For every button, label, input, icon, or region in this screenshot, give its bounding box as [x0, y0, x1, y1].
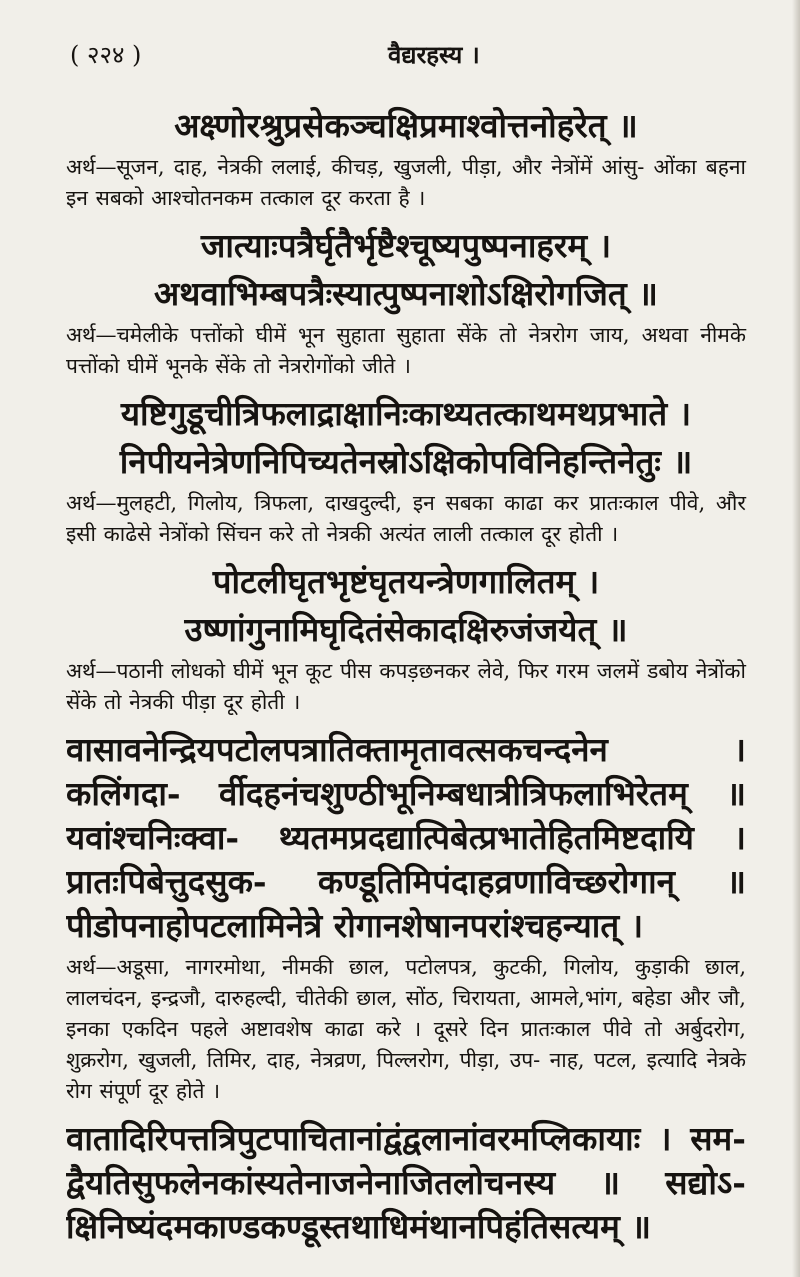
verse-line: उष्णांगुनामिघृदितंसेकादक्षिरुजंजयेत् ॥ [184, 610, 628, 649]
verse-block: वातादिरिपत्तत्रिपुटपाचितानांद्वंद्वलानांवरमप्लिकायाः । सम- द्वैयतिसुफलेनकांस्यतेनाजनेनाजितलोचनस्य ॥ सद्योऽ- क्षिनिष्यंदमकाण्डकण्डूस्तथाधिमंथानपिहंतिसत्यम् ॥ [66, 1119, 746, 1246]
verse-line: पोटलीघृतभृष्टंघृतयन्त्रेणगालितम् । [212, 562, 600, 601]
page-number: ( २२४ ) [70, 41, 142, 69]
meaning-paragraph: अर्थ—पठानी लोधको घीमें भून कूट पीस कपड़छनकर लेवे, फिर गरम जलमें डबोय नेत्रोंको सेंके तो नेत्रकी पीड़ा दूर होती । [66, 659, 746, 714]
verse-line: जात्याःपत्रैर्घृतैर्भृष्टैश्चूष्यपुष्पनाहरम् । [200, 226, 612, 265]
verse-block: वासावनेन्द्रियपटोलपत्रातिक्तामृतावत्सकचन्दनेन । कलिंगदा- र्वीदहनंचशुण्ठीभूनिम्बधात्रीत्रिफलाभिरेतम् ॥ यवांश्चनिःक्वा- थ्यतमप्रदद्यात्पिबेत्प्रभातेहितमिष्टदायि । प्रातःपिबेत्तुदसुक- कण्डूतिमिपंदाहव्रणाविच्छरोगान् ॥ पीडोपनाहोपटलामिनेत्रे रोगानशेषानपरांश्चहन्यात् । [66, 730, 746, 945]
meaning-paragraph: अर्थ—मुलहटी, गिलोय, त्रिफला, दाखदुल्दी, इन सबका काढा कर प्रातःकाल पीवे, और इसी काढेसे नेत्रोंको सिंचन करे तो नेत्रकी अत्यंत लाली तत्काल दूर होती । [66, 491, 746, 546]
verse-line: निपीयनेत्रेणनिपिच्यतेनस्रोऽक्षिकोपविनिहन्तिनेतुः ॥ [119, 442, 693, 481]
verse-line: अक्ष्णोरश्रुप्रसेकञ्चक्षिप्रमाश्वोत्तनोहरेत् ॥ [174, 106, 638, 145]
verse-line: अथवाभिम्बपत्रैःस्यात्पुष्पनाशोऽक्षिरोगजित् ॥ [154, 274, 658, 313]
meaning-paragraph: अर्थ—सूजन, दाह, नेत्रकी ललाई, कीचड़, खुजली, पीड़ा, और नेत्रोंमें आंसु- ओंका बहना इन सबको आश्चोतनकम तत्काल दूर करता है । [66, 155, 746, 210]
meaning-paragraph: अर्थ—अडूसा, नागरमोथा, नीमकी छाल, पटोलपत्र, कुटकी, गिलोय, कुड़ाकी छाल, लालचंदन, इन्द्रजौ, दारुहल्दी, चीतेकी छाल, सोंठ, चिरायता, आमले,भांग, बहेडा और जौ, इनका एकदिन पहले अष्टावशेष काढा करे । दूसरे दिन प्रातःकाल पीवे तो अर्बुदरोग, शुक्ररोग, खुजली, तिमिर, दाह, नेत्रव्रण, पिल्लरोग, पीड़ा, उप- नाह, पटल, इत्यादि नेत्रके रोग संपूर्ण दूर होते । [66, 955, 746, 1103]
page-edge-shadow [792, 0, 800, 1277]
meaning-paragraph: अर्थ—चमेलीके पत्तोंको घीमें भून सुहाता सुहाता सेंके तो नेत्ररोग जाय, अथवा नीमके पत्तोंको घीमें भूनके सेंके तो नेत्ररोगोंको जीते । [66, 323, 746, 378]
running-title: वैद्यरहस्य । [388, 40, 480, 69]
text-body [66, 100, 746, 1253]
verse-line: यष्टिगुडूचीत्रिफलाद्राक्षानिःकाथ्यतत्काथमथप्रभाते । [120, 394, 692, 433]
page-header [0, 38, 800, 78]
